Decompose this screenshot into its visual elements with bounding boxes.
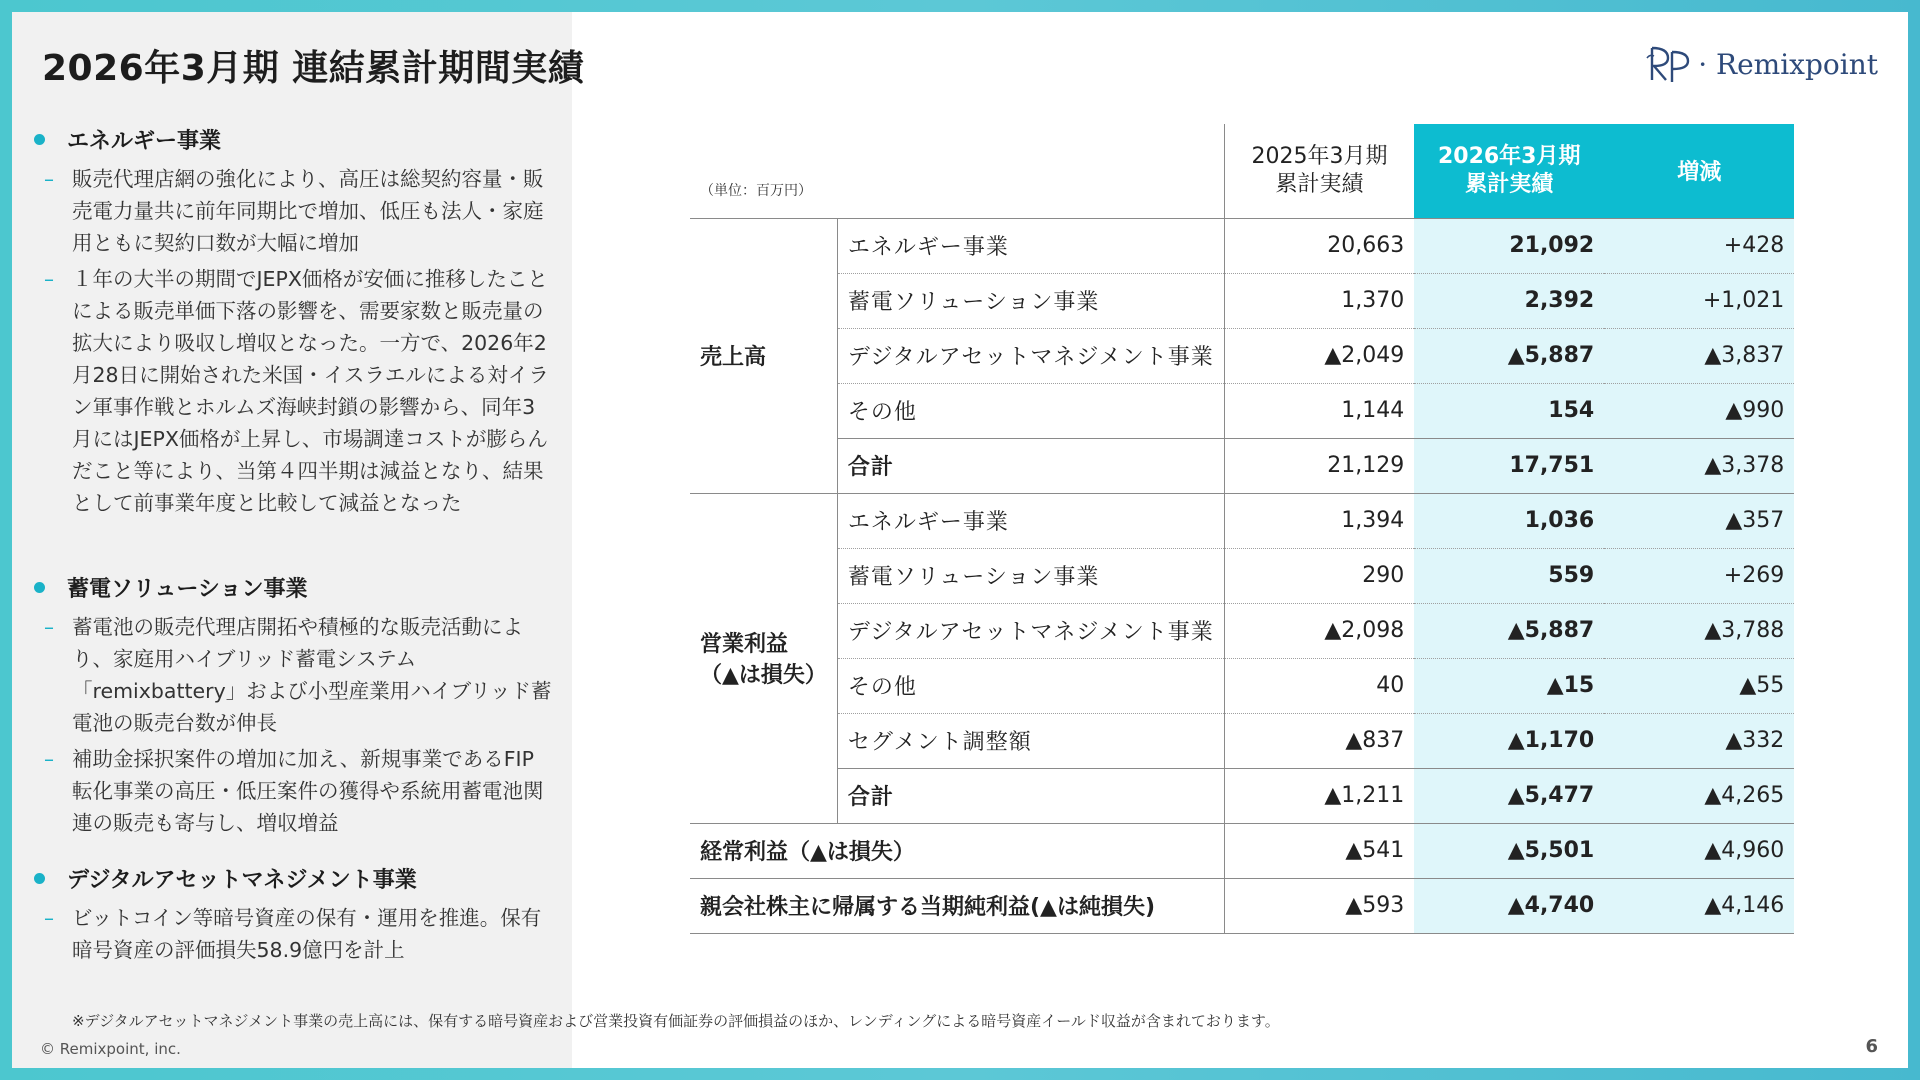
prev-value: 20,663 <box>1224 218 1414 273</box>
prev-value: ▲1,211 <box>1224 768 1414 823</box>
logo-text: · Remixpoint <box>1698 47 1878 81</box>
list-item-text: ビットコイン等暗号資産の保有・運用を推進。保有暗号資産の評価損失58.9億円を計上 <box>72 906 542 962</box>
change-value: ▲332 <box>1604 713 1794 768</box>
prev-value: 1,394 <box>1224 493 1414 548</box>
current-value: ▲15 <box>1414 658 1604 713</box>
table-row-ordinary-income <box>690 823 1794 878</box>
list-item-text: １年の大半の期間でJEPX価格が安価に推移したことによる販売単価下落の影響を、需要家数と販売量の拡大により吸収し増収となった。一方で、2026年2月28日に開始された米国・イスラエルによる対イラン軍事作戦とホルムズ海峡封鎖の影響から、同年3月にはJEPX価格が上昇し、市場調達コストが膨らんだこと等により、当第４四半期は減益となり、結果として前事業年度と比較して減益となった <box>72 267 549 515</box>
copyright: © Remixpoint, inc. <box>40 1040 181 1058</box>
current-value: 17,751 <box>1414 438 1604 493</box>
section-heading: 蓄電ソリューション事業 <box>67 577 308 602</box>
table-row <box>690 713 1794 768</box>
segment-label: デジタルアセットマネジメント事業 <box>837 603 1224 658</box>
table-row <box>690 658 1794 713</box>
current-value: ▲5,887 <box>1414 328 1604 383</box>
prev-value: ▲541 <box>1224 823 1414 878</box>
table-row-total <box>690 768 1794 823</box>
list-item <box>32 611 552 739</box>
list-item-text: 蓄電池の販売代理店開拓や積極的な販売活動により、家庭用ハイブリッド蓄電システム「remixbattery」および小型産業用ハイブリッド蓄電池の販売台数が伸長 <box>72 615 552 735</box>
change-value: ▲3,788 <box>1604 603 1794 658</box>
section-heading: デジタルアセットマネジメント事業 <box>67 868 417 893</box>
dash-icon: – <box>44 267 54 291</box>
change-value: +269 <box>1604 548 1794 603</box>
header-prev: 2025年3月期 累計実績 <box>1224 124 1414 218</box>
change-value: +1,021 <box>1604 273 1794 328</box>
page-number: 6 <box>1865 1036 1878 1057</box>
section-energy <box>32 124 552 523</box>
change-value: ▲357 <box>1604 493 1794 548</box>
section-heading: エネルギー事業 <box>67 129 222 154</box>
change-value: ▲990 <box>1604 383 1794 438</box>
row-label: 経常利益（▲は損失） <box>690 823 1224 878</box>
unit-label: （単位：百万円） <box>700 182 812 199</box>
row-label: 親会社株主に帰属する当期純利益(▲は純損失) <box>690 878 1224 933</box>
list-item-text: 販売代理店網の強化により、高圧は総契約容量・販売電力量共に前年同期比で増加、低圧も法人・家庭用ともに契約口数が大幅に増加 <box>72 167 544 255</box>
prev-value: 1,370 <box>1224 273 1414 328</box>
change-value: ▲3,837 <box>1604 328 1794 383</box>
change-value: ▲4,146 <box>1604 878 1794 933</box>
prev-value: ▲593 <box>1224 878 1414 933</box>
current-value: ▲1,170 <box>1414 713 1604 768</box>
segment-label: その他 <box>837 383 1224 438</box>
company-logo <box>1646 44 1878 84</box>
current-value: 1,036 <box>1414 493 1604 548</box>
bullet-dot-icon <box>34 873 45 884</box>
current-value: ▲5,887 <box>1414 603 1604 658</box>
list-item <box>32 902 552 966</box>
current-value: 559 <box>1414 548 1604 603</box>
change-value: ▲4,960 <box>1604 823 1794 878</box>
prev-value: 40 <box>1224 658 1414 713</box>
list-item <box>32 163 552 259</box>
change-value: +428 <box>1604 218 1794 273</box>
dash-icon: – <box>44 747 54 771</box>
list-item <box>32 263 552 519</box>
table-header-row <box>690 124 1794 218</box>
dash-icon: – <box>44 167 54 191</box>
dash-icon: – <box>44 906 54 930</box>
table-row <box>690 273 1794 328</box>
current-value: ▲4,740 <box>1414 878 1604 933</box>
prev-value: 290 <box>1224 548 1414 603</box>
header-change: 増減 <box>1604 124 1794 218</box>
table-row <box>690 548 1794 603</box>
segment-label: エネルギー事業 <box>837 493 1224 548</box>
prev-value: ▲2,049 <box>1224 328 1414 383</box>
dash-icon: – <box>44 615 54 639</box>
segment-label: 合計 <box>837 438 1224 493</box>
change-value: ▲55 <box>1604 658 1794 713</box>
segment-label: エネルギー事業 <box>837 218 1224 273</box>
table-row <box>690 493 1794 548</box>
current-value: 21,092 <box>1414 218 1604 273</box>
prev-value: ▲2,098 <box>1224 603 1414 658</box>
bullet-dot-icon <box>34 582 45 593</box>
section-digital-asset <box>32 863 552 970</box>
segment-label: 合計 <box>837 768 1224 823</box>
list-item <box>32 743 552 839</box>
current-value: ▲5,501 <box>1414 823 1604 878</box>
prev-value: ▲837 <box>1224 713 1414 768</box>
table-row-net-income <box>690 878 1794 933</box>
segment-label: セグメント調整額 <box>837 713 1224 768</box>
footnote: ※デジタルアセットマネジメント事業の売上高には、保有する暗号資産および営業投資有価証券の評価損益のほか、レンディングによる暗号資産イールド収益が含まれております。 <box>72 1012 1280 1030</box>
current-value: 2,392 <box>1414 273 1604 328</box>
page-title: 2026年3月期 連結累計期間実績 <box>42 48 585 89</box>
table-row <box>690 328 1794 383</box>
change-value: ▲3,378 <box>1604 438 1794 493</box>
current-value: 154 <box>1414 383 1604 438</box>
bullet-dot-icon <box>34 134 45 145</box>
rp-logo-icon <box>1646 44 1690 84</box>
segment-label: 蓄電ソリューション事業 <box>837 273 1224 328</box>
left-panel <box>12 12 585 1068</box>
prev-value: 1,144 <box>1224 383 1414 438</box>
change-value: ▲4,265 <box>1604 768 1794 823</box>
table-row-total <box>690 438 1794 493</box>
financial-table <box>690 124 1794 934</box>
category-operating-income: 営業利益 （▲は損失） <box>690 493 837 823</box>
table-row <box>690 383 1794 438</box>
segment-label: デジタルアセットマネジメント事業 <box>837 328 1224 383</box>
table-row <box>690 218 1794 273</box>
slide <box>12 12 1908 1068</box>
header-current: 2026年3月期 累計実績 <box>1414 124 1604 218</box>
category-revenue: 売上高 <box>690 218 837 493</box>
prev-value: 21,129 <box>1224 438 1414 493</box>
list-item-text: 補助金採択案件の増加に加え、新規事業であるFIP転化事業の高圧・低圧案件の獲得や系統用蓄電池関連の販売も寄与し、増収増益 <box>72 747 544 835</box>
segment-label: その他 <box>837 658 1224 713</box>
segment-label: 蓄電ソリューション事業 <box>837 548 1224 603</box>
current-value: ▲5,477 <box>1414 768 1604 823</box>
table-row <box>690 603 1794 658</box>
section-storage <box>32 572 552 843</box>
